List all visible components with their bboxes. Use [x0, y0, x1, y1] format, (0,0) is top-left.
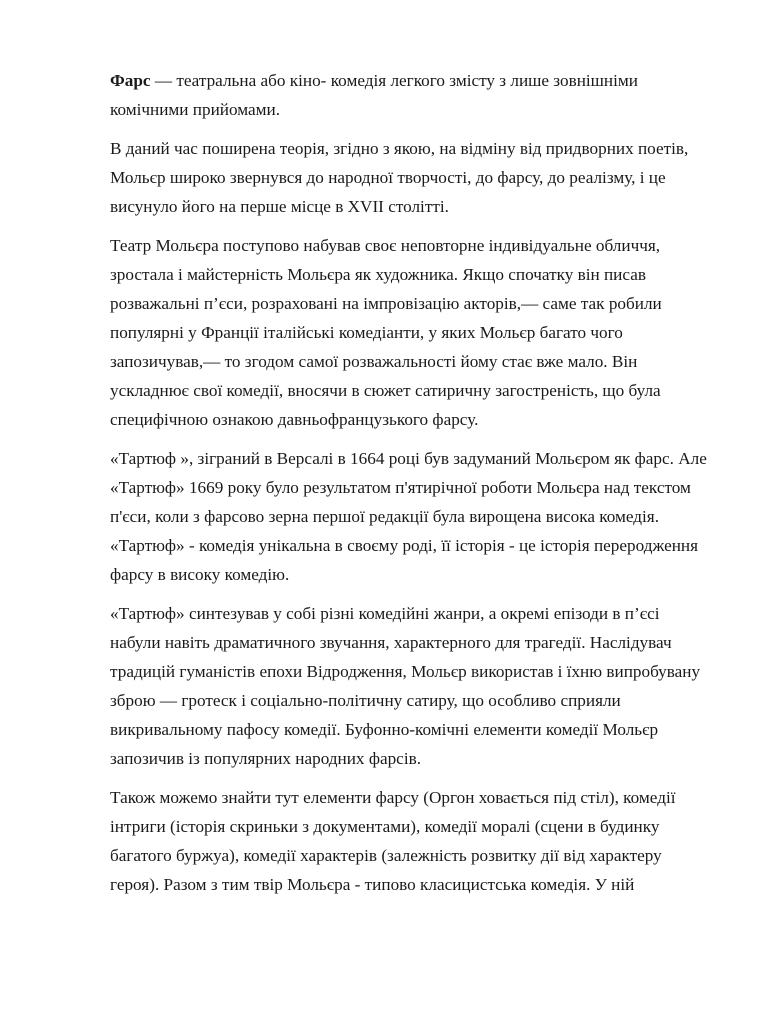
paragraph-theatre: Театр Мольєра поступово набував своє неповторне індивідуальне обличчя, зростала і майстерність Мольєра як художника. Якщо спочатку він писав розважальні п’єси, розраховані на імпровізацію акторів,— саме так робили популярні у Франції італійські комедіанти, у яких Мольєр багато чого запозичував,— то згодом самої розважальності йому стає вже мало. Він ускладнює свої комедії, вносячи в сюжет сатиричну загостреність, що була специфічною ознакою давньофранцузького фарсу.	[110, 236, 662, 429]
paragraph-tartuffe-genres: «Тартюф» синтезував у собі різні комедійні жанри, а окремі епізоди в п’єсі набули навіть драматичного звучання, характерного для трагедії. Наслідувач традицій гуманістів епохи Відродження, Мольєр використав і їхню випробувану зброю — гротеск і соціально-політичну сатиру, що особливо сприяли викривальному пафосу комедії. Буфонно-комічні елементи комедії Мольєр запозичив із популярних народних фарсів.	[110, 604, 701, 768]
paragraph-farce-elements: Також можемо знайти тут елементи фарсу (Оргон ховається під стіл), комедії інтриги (історія скриньки з документами), комедії моралі (сцени в будинку багатого буржуа), комедії характерів (залежність розвитку дії від характеру героя). Разом з тим твір Мольєра - типово класицистська комедія. У ній	[110, 788, 676, 894]
paragraph-tartuffe-history: «Тартюф », зіграний в Версалі в 1664 році був задуманий Мольєром як фарс. Але «Тартюф» 1669 року було результатом п'ятирічної роботи Мольєра над текстом п'єси, коли з фарсово зерна першої редакції була вирощена висока комедія. «Тартюф» - комедія унікальна в своєму роді, її історія - це історія переродження фарсу в високу комедію.	[110, 449, 707, 584]
paragraph-definition	[110, 66, 712, 124]
definition-text: — театральна або кіно- комедія легкого змісту з лише зовнішніми комічними прийомами.	[110, 71, 638, 119]
term-bold: Фарс	[110, 71, 151, 90]
paragraph-theory: В даний час поширена теорія, згідно з якою, на відміну від придворних поетів, Мольєр широко звернувся до народної творчості, до фарсу, до реалізму, і це висунуло його на перше місце в XVII столітті.	[110, 139, 689, 216]
